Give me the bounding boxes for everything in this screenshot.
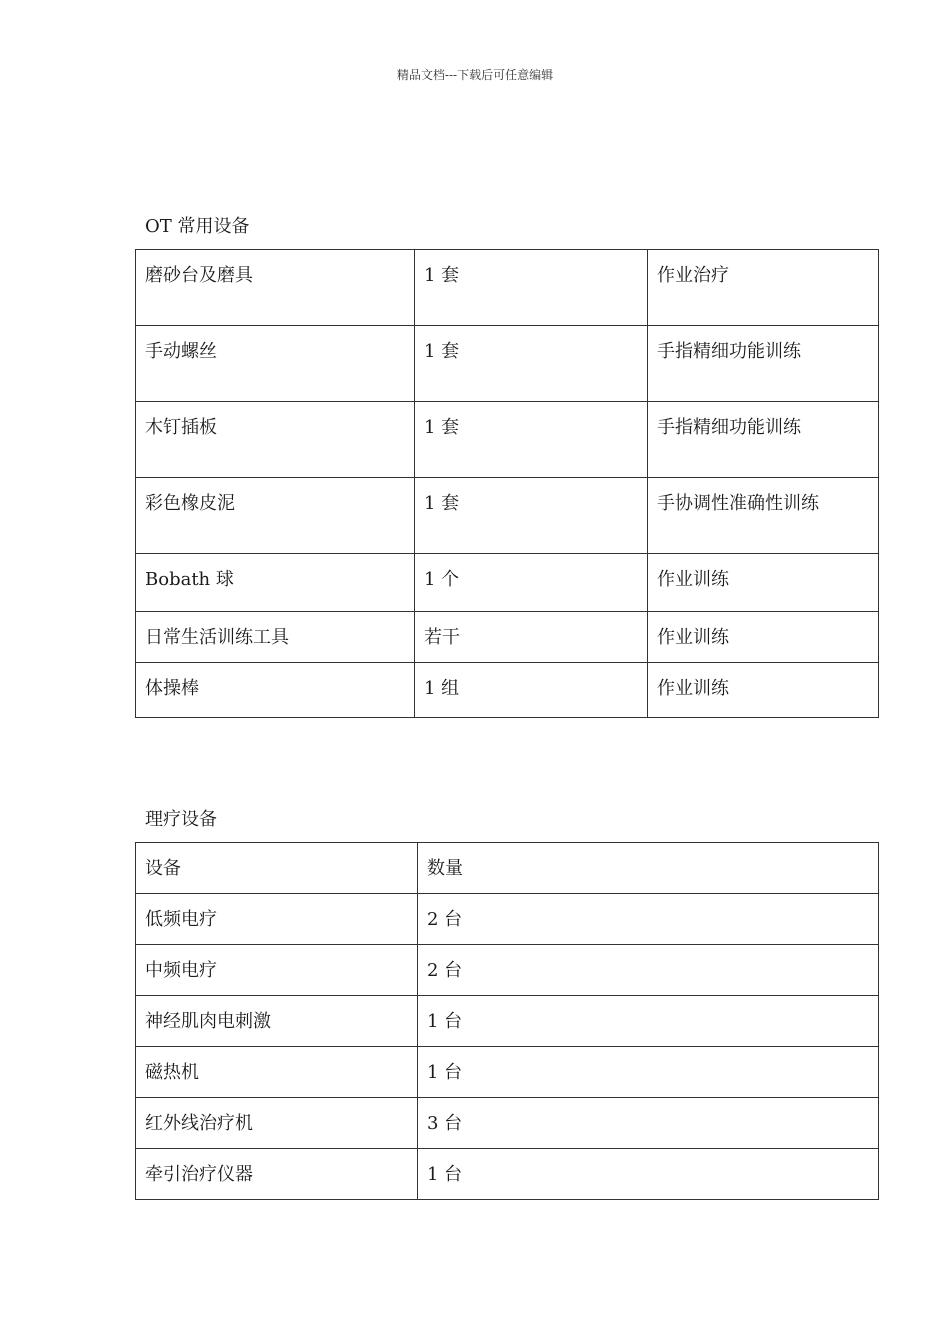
table-row — [136, 612, 879, 663]
quantity-cell: 2 台 — [418, 894, 879, 945]
table-row — [136, 554, 879, 612]
purpose-cell: 作业训练 — [648, 612, 879, 663]
quantity-cell: 2 台 — [418, 945, 879, 996]
quantity-cell: 1 套 — [415, 250, 648, 326]
column-header-quantity: 数量 — [418, 843, 879, 894]
table-header-row — [136, 843, 879, 894]
quantity-cell: 1 套 — [415, 326, 648, 402]
equipment-name-cell: 体操棒 — [136, 663, 415, 718]
physiotherapy-equipment-table — [135, 842, 879, 1200]
equipment-name-cell: 低频电疗 — [136, 894, 418, 945]
table-row — [136, 402, 879, 478]
equipment-name-cell: 磨砂台及磨具 — [136, 250, 415, 326]
page-header: 精品文档---下载后可任意编辑 — [396, 68, 554, 82]
purpose-cell: 作业训练 — [648, 663, 879, 718]
table-row — [136, 326, 879, 402]
ot-equipment-table — [135, 249, 879, 718]
pt-section-title: 理疗设备 — [145, 809, 217, 830]
quantity-cell: 1 个 — [415, 554, 648, 612]
equipment-name-cell: 神经肌肉电刺激 — [136, 996, 418, 1047]
purpose-cell: 作业治疗 — [648, 250, 879, 326]
table-row — [136, 1047, 879, 1098]
table-row — [136, 250, 879, 326]
table-row — [136, 478, 879, 554]
equipment-name-cell: 红外线治疗机 — [136, 1098, 418, 1149]
purpose-cell: 手指精细功能训练 — [648, 326, 879, 402]
quantity-cell: 1 套 — [415, 402, 648, 478]
table-row — [136, 996, 879, 1047]
table-row — [136, 945, 879, 996]
equipment-name-cell: 手动螺丝 — [136, 326, 415, 402]
quantity-cell: 3 台 — [418, 1098, 879, 1149]
quantity-cell: 1 套 — [415, 478, 648, 554]
ot-section-title: OT 常用设备 — [145, 216, 250, 237]
purpose-cell: 手协调性准确性训练 — [648, 478, 879, 554]
column-header-equipment: 设备 — [136, 843, 418, 894]
quantity-cell: 1 组 — [415, 663, 648, 718]
table-row — [136, 1149, 879, 1200]
purpose-cell: 作业训练 — [648, 554, 879, 612]
quantity-cell: 1 台 — [418, 1149, 879, 1200]
quantity-cell: 1 台 — [418, 996, 879, 1047]
equipment-name-cell: 牵引治疗仪器 — [136, 1149, 418, 1200]
purpose-cell: 手指精细功能训练 — [648, 402, 879, 478]
table-row — [136, 1098, 879, 1149]
equipment-name-cell: 彩色橡皮泥 — [136, 478, 415, 554]
table-row — [136, 894, 879, 945]
equipment-name-cell: 中频电疗 — [136, 945, 418, 996]
quantity-cell: 1 台 — [418, 1047, 879, 1098]
equipment-name-cell: 日常生活训练工具 — [136, 612, 415, 663]
table-row — [136, 663, 879, 718]
equipment-name-cell: 磁热机 — [136, 1047, 418, 1098]
equipment-name-cell: Bobath 球 — [136, 554, 415, 612]
quantity-cell: 若干 — [415, 612, 648, 663]
equipment-name-cell: 木钉插板 — [136, 402, 415, 478]
